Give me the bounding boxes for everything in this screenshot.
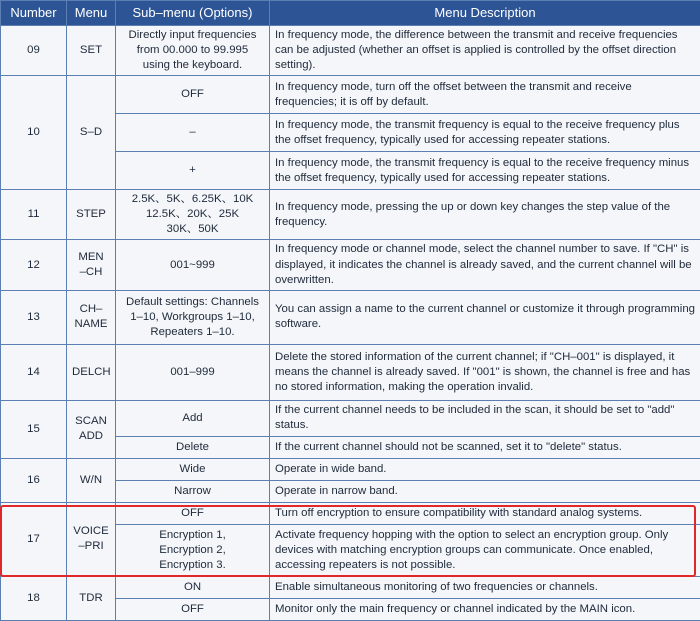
- cell-submenu-option: Default settings: Channels 1–10, Workgroups 1–10, Repeaters 1–10.: [116, 290, 270, 344]
- header-description: Menu Description: [270, 1, 700, 26]
- cell-menu: CH– NAME: [67, 290, 116, 344]
- cell-submenu-option: OFF: [116, 598, 270, 620]
- cell-description: In frequency mode, the transmit frequency is equal to the receive frequency plus the offset frequency, typically used for accessing repeater stations.: [270, 114, 700, 152]
- cell-description: Enable simultaneous monitoring of two frequencies or channels.: [270, 576, 700, 598]
- table-row: [1, 26, 700, 76]
- cell-number: 15: [1, 400, 67, 458]
- cell-description: You can assign a name to the current channel or customize it through programming software.: [270, 290, 700, 344]
- table-row: [1, 240, 700, 290]
- cell-description: Operate in wide band.: [270, 458, 700, 480]
- cell-submenu-option: Directly input frequencies from 00.000 to 99.995 using the keyboard.: [116, 26, 270, 76]
- cell-number: 17: [1, 502, 67, 576]
- cell-submenu-option: Narrow: [116, 480, 270, 502]
- table-row: [1, 502, 700, 524]
- cell-description: In frequency mode, the transmit frequency is equal to the receive frequency minus the offset frequency, typically used for accessing repeater stations.: [270, 152, 700, 190]
- cell-submenu-option: ON: [116, 576, 270, 598]
- cell-submenu-option: 2.5K、5K、6.25K、10K 12.5K、20K、25K 30K、50K: [116, 190, 270, 240]
- cell-submenu-option: 001~999: [116, 240, 270, 290]
- cell-description: If the current channel should not be scanned, set it to "delete" status.: [270, 436, 700, 458]
- cell-submenu-option: Add: [116, 400, 270, 436]
- cell-submenu-option: OFF: [116, 502, 270, 524]
- cell-menu: SCAN ADD: [67, 400, 116, 458]
- cell-number: 11: [1, 190, 67, 240]
- cell-submenu-option: OFF: [116, 76, 270, 114]
- cell-menu: SET: [67, 26, 116, 76]
- cell-submenu-option: –: [116, 114, 270, 152]
- cell-menu: MEN –CH: [67, 240, 116, 290]
- cell-number: 13: [1, 290, 67, 344]
- header-submenu: Sub–menu (Options): [116, 1, 270, 26]
- cell-submenu-option: +: [116, 152, 270, 190]
- cell-description: Delete the stored information of the current channel; if "CH–001" is displayed, it means the channel is already saved. If "001" is shown, the channel is free and has no stored information, making the operation invalid.: [270, 344, 700, 400]
- cell-number: 10: [1, 76, 67, 190]
- header-number: Number: [1, 1, 67, 26]
- header-menu: Menu: [67, 1, 116, 26]
- cell-menu: VOICE –PRI: [67, 502, 116, 576]
- cell-description: In frequency mode, pressing the up or down key changes the step value of the frequency.: [270, 190, 700, 240]
- table-body: [1, 26, 700, 621]
- cell-description: Turn off encryption to ensure compatibility with standard analog systems.: [270, 502, 700, 524]
- table-row: [1, 458, 700, 480]
- table-row: [1, 344, 700, 400]
- cell-submenu-option: Wide: [116, 458, 270, 480]
- cell-submenu-option: Encryption 1, Encryption 2, Encryption 3.: [116, 524, 270, 576]
- cell-number: 16: [1, 458, 67, 502]
- table-row: [1, 290, 700, 344]
- cell-number: 09: [1, 26, 67, 76]
- cell-description: If the current channel needs to be included in the scan, it should be set to "add" status.: [270, 400, 700, 436]
- cell-description: Operate in narrow band.: [270, 480, 700, 502]
- cell-menu: STEP: [67, 190, 116, 240]
- table-row: [1, 400, 700, 436]
- cell-number: 12: [1, 240, 67, 290]
- cell-submenu-option: 001–999: [116, 344, 270, 400]
- cell-description: In frequency mode or channel mode, select the channel number to save. If "CH" is displayed, it indicates the channel is already saved, and the current channel will be overwritten.: [270, 240, 700, 290]
- cell-description: In frequency mode, turn off the offset between the transmit and receive frequencies; it is off by default.: [270, 76, 700, 114]
- header-row: [1, 1, 700, 26]
- table-row: [1, 576, 700, 598]
- cell-menu: S–D: [67, 76, 116, 190]
- cell-description: In frequency mode, the difference between the transmit and receive frequencies can be adjusted (whether an offset is applied is controlled by the offset direction setting).: [270, 26, 700, 76]
- table-row: [1, 76, 700, 114]
- cell-description: Monitor only the main frequency or channel indicated by the MAIN icon.: [270, 598, 700, 620]
- cell-menu: W/N: [67, 458, 116, 502]
- cell-submenu-option: Delete: [116, 436, 270, 458]
- cell-number: 18: [1, 576, 67, 620]
- cell-menu: TDR: [67, 576, 116, 620]
- table-row: [1, 190, 700, 240]
- cell-number: 14: [1, 344, 67, 400]
- cell-description: Activate frequency hopping with the option to select an encryption group. Only devices with matching encryption groups can communicate. Once enabled, accessing repeaters is not possible.: [270, 524, 700, 576]
- cell-menu: DELCH: [67, 344, 116, 400]
